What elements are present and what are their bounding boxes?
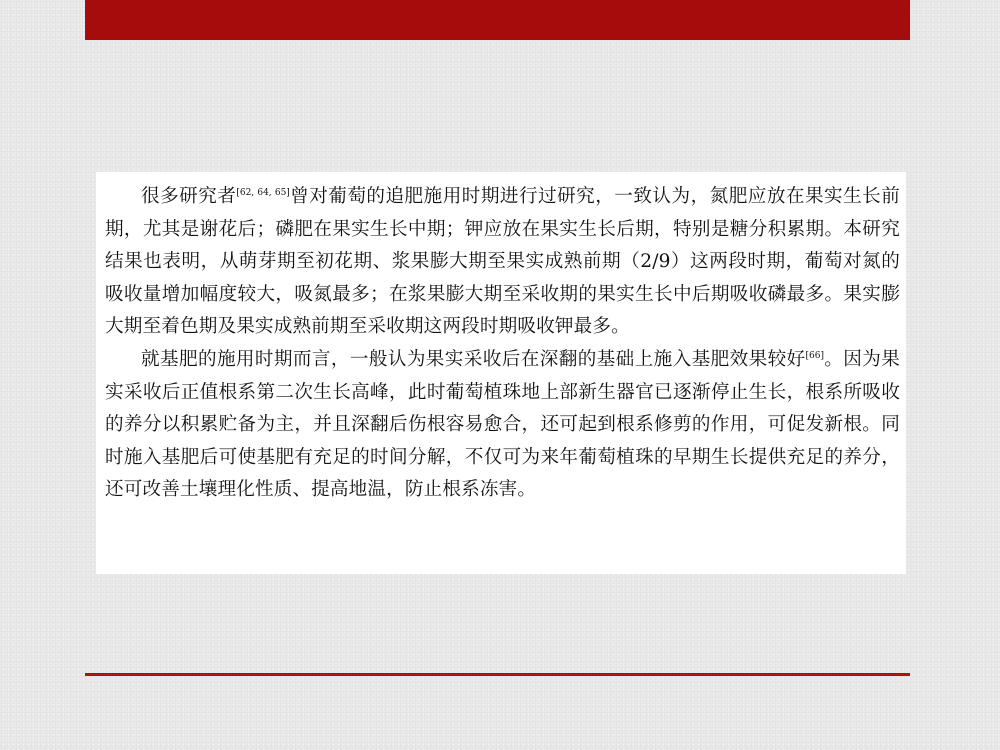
citation-66: [66] (805, 350, 825, 361)
paragraph-1-text-rest: 曾对葡萄的追肥施用时期进行过研究，一致认为，氮肥应放在果实生长前期，尤其是谢花后；磷肥在果实生长中期；钾应放在果实生长后期，特别是糖分积累期。本研究结果也表明，从萌芽期至初花期、浆果膨大期至果实成熟前期（2/9）这两段时期，葡萄对氮的吸收量增加幅度较大，吸氮最多；在浆果膨大期至采收期的果实生长中后期吸收磷最多。果实膨大期至着色期及果实成熟前期至采收期这两段时期吸收钾最多。 (105, 186, 900, 338)
bottom-divider-line (85, 673, 910, 676)
top-accent-bar (85, 0, 910, 40)
paragraph-1-text-start: 很多研究者 (141, 186, 237, 207)
citation-62-64-65: [62, 64, 65] (236, 188, 290, 198)
text-excerpt-panel (96, 172, 906, 574)
paragraph-base-fertilizer-timing (105, 344, 900, 507)
paragraph-2-text-rest: 。因为果实采收后正值根系第二次生长高峰，此时葡萄植珠地上部新生器官已逐渐停止生长，根系所吸收的养分以积累贮备为主，并且深翻后伤根容易愈合，还可起到根系修剪的作用，可促发新根。同时施入基肥后可使基肥有充足的时间分解，不仅可为来年葡萄植珠的早期生长提供充足的养分，还可改善土壤理化性质、提高地温，防止根系冻害。 (105, 348, 900, 501)
paragraph-topdressing-timing (105, 181, 900, 344)
paragraph-2-text-start: 就基肥的施用时期而言，一般认为果实采收后在深翻的基础上施入基肥效果较好 (141, 348, 806, 370)
